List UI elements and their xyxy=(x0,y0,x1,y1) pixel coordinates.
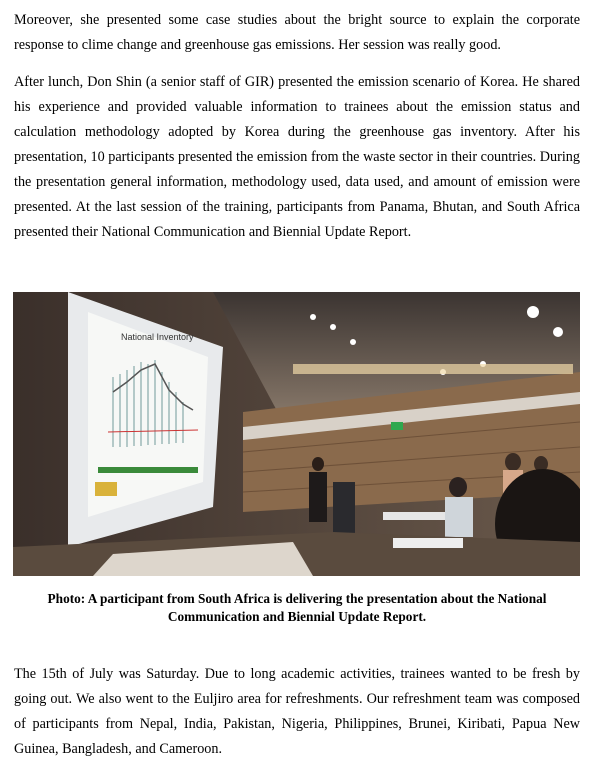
slide-title: National Inventory xyxy=(121,332,194,342)
presentation-photo xyxy=(13,292,580,576)
paragraph-1: Moreover, she presented some case studies about the bright source to explain the corporate response to clime change and greenhouse gas emissions. Her session was really good. xyxy=(14,12,580,53)
photo-caption: Photo: A participant from South Africa is delivering the presentation about the National Communication and Biennial Update Report. xyxy=(47,591,547,624)
paragraph-3: The 15th of July was Saturday. Due to long academic activities, trainees wanted to be fresh by going out. We also went to the Euljiro area for refreshments. Our refreshment team was composed of participants from Nepal, India, Pakistan, Nigeria, Philippines, Brunei, Kiribati, Papua New Guinea, Bangladesh, and Cameroon. xyxy=(14,666,580,757)
paragraph-2: After lunch, Don Shin (a senior staff of GIR) presented the emission scenario of Korea. He shared his experience and provided valuable information to trainees about the emission status and calculation methodology adopted by Korea during the greenhouse gas inventory. After his presentation, 10 participants presented the emission from the waste sector in their countries. During the presentation general information, methodology used, data used, and amount of emission were presented. At the last session of the training, participants from Panama, Bhutan, and South Africa presented their National Communication and Biennial Update Report. xyxy=(14,74,580,240)
